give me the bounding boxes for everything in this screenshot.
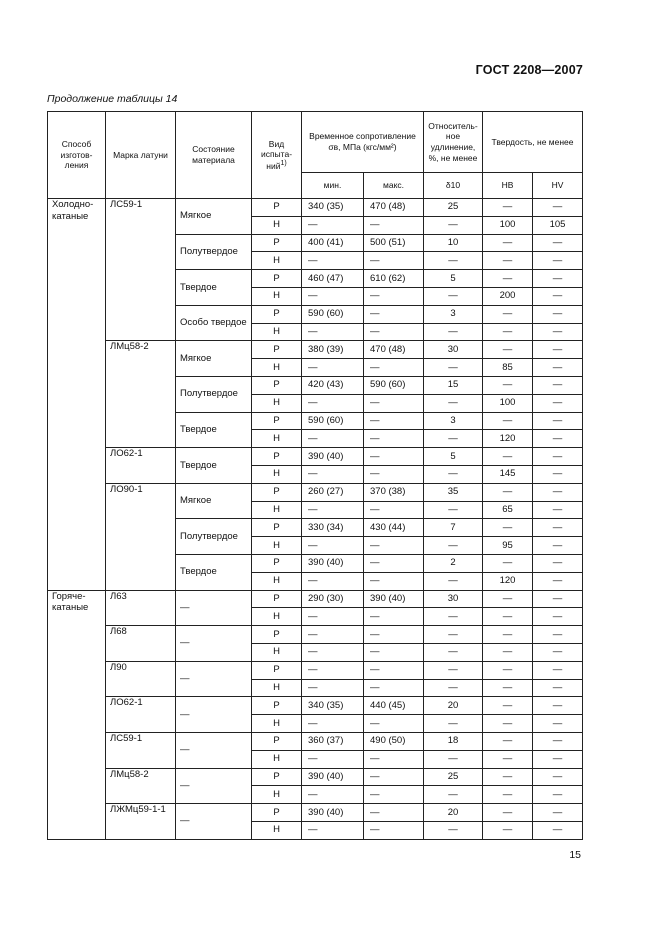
hb-cell: 145 (483, 465, 533, 483)
elongation-cell: — (424, 430, 483, 448)
hb-cell: — (483, 323, 533, 341)
elongation-cell: 25 (424, 768, 483, 786)
elongation-cell: — (424, 394, 483, 412)
header-test-type-note: 1) (280, 159, 287, 167)
tensile-max-cell: — (364, 537, 424, 555)
tensile-max-cell: 490 (50) (364, 732, 424, 750)
tensile-min-cell: — (302, 394, 364, 412)
hb-cell: — (483, 661, 533, 679)
hv-cell: — (533, 697, 583, 715)
elongation-cell: — (424, 626, 483, 644)
grade-cell: ЛО62-1 (106, 697, 176, 733)
tensile-max-cell: — (364, 305, 424, 323)
hb-cell: — (483, 608, 533, 626)
test-type-cell: Р (252, 697, 302, 715)
table-row (48, 341, 583, 359)
tensile-max-cell: 390 (40) (364, 590, 424, 608)
state-cell: — (176, 768, 252, 804)
tensile-min-cell: — (302, 537, 364, 555)
table-row (48, 626, 583, 644)
state-cell: — (176, 732, 252, 768)
hv-cell: — (533, 608, 583, 626)
hb-cell: — (483, 732, 533, 750)
tensile-max-cell: — (364, 643, 424, 661)
hv-cell: — (533, 483, 583, 501)
tensile-min-cell: 390 (40) (302, 768, 364, 786)
hv-cell: — (533, 287, 583, 305)
hv-cell: — (533, 626, 583, 644)
properties-table (47, 111, 583, 840)
table-row (48, 448, 583, 466)
elongation-cell: 20 (424, 804, 483, 822)
hb-cell: 200 (483, 287, 533, 305)
tensile-min-cell: — (302, 643, 364, 661)
elongation-cell: 3 (424, 412, 483, 430)
grade-cell: ЛЖМц59-1-1 (106, 804, 176, 840)
test-type-cell: Р (252, 732, 302, 750)
elongation-cell: 35 (424, 483, 483, 501)
hv-cell: — (533, 537, 583, 555)
hv-cell: — (533, 412, 583, 430)
hb-cell: — (483, 412, 533, 430)
tensile-max-cell: 590 (60) (364, 376, 424, 394)
test-type-cell: Н (252, 359, 302, 377)
elongation-cell: — (424, 661, 483, 679)
hb-cell: — (483, 750, 533, 768)
tensile-max-cell: — (364, 394, 424, 412)
table-body (48, 199, 583, 840)
hb-cell: — (483, 768, 533, 786)
elongation-cell: 20 (424, 697, 483, 715)
test-type-cell: Р (252, 590, 302, 608)
header-hardness: Твердость, не менее (483, 112, 583, 173)
tensile-min-cell: 340 (35) (302, 697, 364, 715)
hb-cell: — (483, 305, 533, 323)
table-row (48, 732, 583, 750)
tensile-min-cell: 340 (35) (302, 199, 364, 217)
test-type-cell: Р (252, 626, 302, 644)
test-type-cell: Р (252, 199, 302, 217)
table-row (48, 768, 583, 786)
tensile-max-cell: — (364, 768, 424, 786)
hv-cell: — (533, 661, 583, 679)
tensile-max-cell: — (364, 448, 424, 466)
hv-cell: — (533, 252, 583, 270)
header-tensile-min: мин. (302, 173, 364, 199)
test-type-cell: Н (252, 715, 302, 733)
hv-cell: — (533, 554, 583, 572)
tensile-min-cell: 390 (40) (302, 554, 364, 572)
tensile-min-cell: 290 (30) (302, 590, 364, 608)
hb-cell: — (483, 519, 533, 537)
table-caption: Продолжение таблицы 14 (47, 93, 178, 105)
tensile-max-cell: — (364, 572, 424, 590)
tensile-max-cell: — (364, 661, 424, 679)
grade-cell: ЛС59-1 (106, 199, 176, 341)
test-type-cell: Р (252, 483, 302, 501)
hb-cell: — (483, 199, 533, 217)
tensile-min-cell: 420 (43) (302, 376, 364, 394)
hv-cell: — (533, 376, 583, 394)
tensile-min-cell: 390 (40) (302, 448, 364, 466)
grade-cell: Л63 (106, 590, 176, 626)
state-cell: — (176, 661, 252, 697)
tensile-min-cell: — (302, 572, 364, 590)
elongation-cell: — (424, 359, 483, 377)
hb-cell: — (483, 679, 533, 697)
elongation-cell: — (424, 821, 483, 839)
elongation-cell: — (424, 679, 483, 697)
tensile-min-cell: — (302, 679, 364, 697)
hv-cell: — (533, 679, 583, 697)
tensile-max-cell: 440 (45) (364, 697, 424, 715)
hb-cell: 100 (483, 394, 533, 412)
tensile-max-cell: — (364, 715, 424, 733)
hb-cell: 95 (483, 537, 533, 555)
test-type-cell: Н (252, 430, 302, 448)
table-row (48, 697, 583, 715)
tensile-max-cell: — (364, 465, 424, 483)
state-cell: — (176, 590, 252, 626)
tensile-min-cell: 380 (39) (302, 341, 364, 359)
test-type-cell: Р (252, 270, 302, 288)
test-type-cell: Р (252, 341, 302, 359)
tensile-min-cell: — (302, 359, 364, 377)
hb-cell: — (483, 448, 533, 466)
tensile-min-cell: — (302, 501, 364, 519)
test-type-cell: Н (252, 287, 302, 305)
test-type-cell: Н (252, 323, 302, 341)
tensile-max-cell: — (364, 501, 424, 519)
header-tensile-max: макс. (364, 173, 424, 199)
elongation-cell: 30 (424, 590, 483, 608)
tensile-max-cell: 430 (44) (364, 519, 424, 537)
table-row (48, 804, 583, 822)
table-row (48, 483, 583, 501)
test-type-cell: Н (252, 608, 302, 626)
header-test-type-text: Вид испыта-ний (260, 138, 293, 171)
elongation-cell: — (424, 323, 483, 341)
state-cell: Полутвердое (176, 519, 252, 555)
state-cell: Мягкое (176, 199, 252, 235)
hb-cell: 100 (483, 216, 533, 234)
tensile-max-cell: 500 (51) (364, 234, 424, 252)
hb-cell: — (483, 234, 533, 252)
table-row (48, 199, 583, 217)
elongation-cell: — (424, 252, 483, 270)
tensile-min-cell: 260 (27) (302, 483, 364, 501)
tensile-min-cell: — (302, 750, 364, 768)
hv-cell: — (533, 786, 583, 804)
hb-cell: 85 (483, 359, 533, 377)
elongation-cell: 25 (424, 199, 483, 217)
tensile-max-cell: — (364, 323, 424, 341)
tensile-max-cell: 470 (48) (364, 199, 424, 217)
tensile-max-cell: — (364, 821, 424, 839)
elongation-cell: 30 (424, 341, 483, 359)
hv-cell: — (533, 750, 583, 768)
state-cell: Особо твердое (176, 305, 252, 341)
tensile-max-cell: — (364, 412, 424, 430)
state-cell: — (176, 697, 252, 733)
elongation-cell: — (424, 715, 483, 733)
test-type-cell: Р (252, 376, 302, 394)
hv-cell: — (533, 270, 583, 288)
test-type-cell: Р (252, 412, 302, 430)
hv-cell: — (533, 430, 583, 448)
test-type-cell: Р (252, 519, 302, 537)
header-hb: HB (483, 173, 533, 199)
tensile-min-cell: 360 (37) (302, 732, 364, 750)
header-test-type (252, 112, 302, 199)
tensile-max-cell: — (364, 626, 424, 644)
page-number: 15 (569, 849, 581, 861)
hv-cell: — (533, 323, 583, 341)
test-type-cell: Н (252, 537, 302, 555)
elongation-cell: — (424, 643, 483, 661)
hv-cell: — (533, 572, 583, 590)
tensile-max-cell: — (364, 554, 424, 572)
elongation-cell: — (424, 572, 483, 590)
hv-cell: — (533, 804, 583, 822)
tensile-min-cell: 590 (60) (302, 412, 364, 430)
test-type-cell: Н (252, 216, 302, 234)
elongation-cell: — (424, 216, 483, 234)
state-cell: Мягкое (176, 341, 252, 377)
hv-cell: — (533, 643, 583, 661)
hv-cell: — (533, 768, 583, 786)
table-row (48, 661, 583, 679)
elongation-cell: — (424, 465, 483, 483)
header-tensile: Временное сопротивление σв, МПа (кгс/мм²) (302, 112, 424, 173)
state-cell: Твердое (176, 270, 252, 306)
hv-cell: — (533, 519, 583, 537)
header-state: Состояние материала (176, 112, 252, 199)
hb-cell: — (483, 697, 533, 715)
tensile-min-cell: — (302, 287, 364, 305)
elongation-cell: — (424, 750, 483, 768)
elongation-cell: — (424, 287, 483, 305)
test-type-cell: Н (252, 252, 302, 270)
elongation-cell: — (424, 786, 483, 804)
hb-cell: — (483, 590, 533, 608)
tensile-min-cell: — (302, 786, 364, 804)
hb-cell: — (483, 483, 533, 501)
tensile-max-cell: 370 (38) (364, 483, 424, 501)
method-cell: Горяче-катаные (48, 590, 106, 839)
test-type-cell: Н (252, 750, 302, 768)
test-type-cell: Р (252, 554, 302, 572)
tensile-max-cell: — (364, 359, 424, 377)
table-row (48, 590, 583, 608)
state-cell: Твердое (176, 554, 252, 590)
hv-cell: 105 (533, 216, 583, 234)
state-cell: — (176, 626, 252, 662)
tensile-min-cell: — (302, 715, 364, 733)
tensile-min-cell: — (302, 252, 364, 270)
header-elongation-symbol: δ10 (424, 173, 483, 199)
elongation-cell: 15 (424, 376, 483, 394)
hv-cell: — (533, 732, 583, 750)
test-type-cell: Н (252, 821, 302, 839)
grade-cell: Л90 (106, 661, 176, 697)
hv-cell: — (533, 590, 583, 608)
test-type-cell: Н (252, 786, 302, 804)
elongation-cell: 3 (424, 305, 483, 323)
tensile-min-cell: — (302, 323, 364, 341)
test-type-cell: Р (252, 234, 302, 252)
state-cell: — (176, 804, 252, 840)
tensile-min-cell: 400 (41) (302, 234, 364, 252)
tensile-max-cell: 610 (62) (364, 270, 424, 288)
hb-cell: — (483, 643, 533, 661)
grade-cell: Л68 (106, 626, 176, 662)
test-type-cell: Н (252, 643, 302, 661)
grade-cell: ЛМц58-2 (106, 341, 176, 448)
hb-cell: — (483, 626, 533, 644)
elongation-cell: 5 (424, 270, 483, 288)
tensile-max-cell: — (364, 252, 424, 270)
tensile-min-cell: — (302, 430, 364, 448)
grade-cell: ЛО62-1 (106, 448, 176, 484)
tensile-min-cell: — (302, 216, 364, 234)
hb-cell: 120 (483, 430, 533, 448)
elongation-cell: 10 (424, 234, 483, 252)
tensile-max-cell: — (364, 430, 424, 448)
hv-cell: — (533, 199, 583, 217)
header-grade: Марка латуни (106, 112, 176, 199)
grade-cell: ЛО90-1 (106, 483, 176, 590)
method-cell: Холодно-катаные (48, 199, 106, 591)
tensile-min-cell: — (302, 465, 364, 483)
tensile-min-cell: 330 (34) (302, 519, 364, 537)
test-type-cell: Р (252, 768, 302, 786)
tensile-min-cell: — (302, 608, 364, 626)
header-method: Способ изготов-ления (48, 112, 106, 199)
hv-cell: — (533, 341, 583, 359)
state-cell: Твердое (176, 412, 252, 448)
hb-cell: — (483, 376, 533, 394)
tensile-min-cell: 390 (40) (302, 804, 364, 822)
hv-cell: — (533, 465, 583, 483)
hb-cell: — (483, 786, 533, 804)
hv-cell: — (533, 715, 583, 733)
hv-cell: — (533, 359, 583, 377)
document-code: ГОСТ 2208—2007 (475, 63, 583, 77)
elongation-cell: — (424, 501, 483, 519)
hv-cell: — (533, 305, 583, 323)
test-type-cell: Р (252, 804, 302, 822)
hv-cell: — (533, 234, 583, 252)
grade-cell: ЛС59-1 (106, 732, 176, 768)
hb-cell: — (483, 715, 533, 733)
test-type-cell: Н (252, 679, 302, 697)
hv-cell: — (533, 394, 583, 412)
elongation-cell: 18 (424, 732, 483, 750)
hv-cell: — (533, 821, 583, 839)
grade-cell: ЛМц58-2 (106, 768, 176, 804)
test-type-cell: Р (252, 448, 302, 466)
tensile-max-cell: — (364, 750, 424, 768)
hv-cell: — (533, 448, 583, 466)
test-type-cell: Н (252, 465, 302, 483)
state-cell: Мягкое (176, 483, 252, 519)
tensile-min-cell: 590 (60) (302, 305, 364, 323)
hb-cell: — (483, 341, 533, 359)
tensile-min-cell: 460 (47) (302, 270, 364, 288)
header-elongation: Относитель-ное удлинение, %, не менее (424, 112, 483, 173)
tensile-max-cell: — (364, 679, 424, 697)
hb-cell: 65 (483, 501, 533, 519)
tensile-max-cell: — (364, 287, 424, 305)
test-type-cell: Н (252, 501, 302, 519)
tensile-min-cell: — (302, 626, 364, 644)
header-hv: HV (533, 173, 583, 199)
hb-cell: — (483, 252, 533, 270)
state-cell: Полутвердое (176, 234, 252, 270)
hb-cell: — (483, 554, 533, 572)
test-type-cell: Р (252, 305, 302, 323)
elongation-cell: 2 (424, 554, 483, 572)
tensile-max-cell: 470 (48) (364, 341, 424, 359)
test-type-cell: Н (252, 394, 302, 412)
elongation-cell: — (424, 608, 483, 626)
elongation-cell: 7 (424, 519, 483, 537)
elongation-cell: 5 (424, 448, 483, 466)
tensile-max-cell: — (364, 786, 424, 804)
hb-cell: — (483, 270, 533, 288)
hb-cell: — (483, 821, 533, 839)
state-cell: Твердое (176, 448, 252, 484)
state-cell: Полутвердое (176, 376, 252, 412)
test-type-cell: Н (252, 572, 302, 590)
elongation-cell: — (424, 537, 483, 555)
hb-cell: — (483, 804, 533, 822)
tensile-min-cell: — (302, 661, 364, 679)
tensile-max-cell: — (364, 804, 424, 822)
test-type-cell: Р (252, 661, 302, 679)
hv-cell: — (533, 501, 583, 519)
hb-cell: 120 (483, 572, 533, 590)
tensile-max-cell: — (364, 608, 424, 626)
tensile-min-cell: — (302, 821, 364, 839)
tensile-max-cell: — (364, 216, 424, 234)
